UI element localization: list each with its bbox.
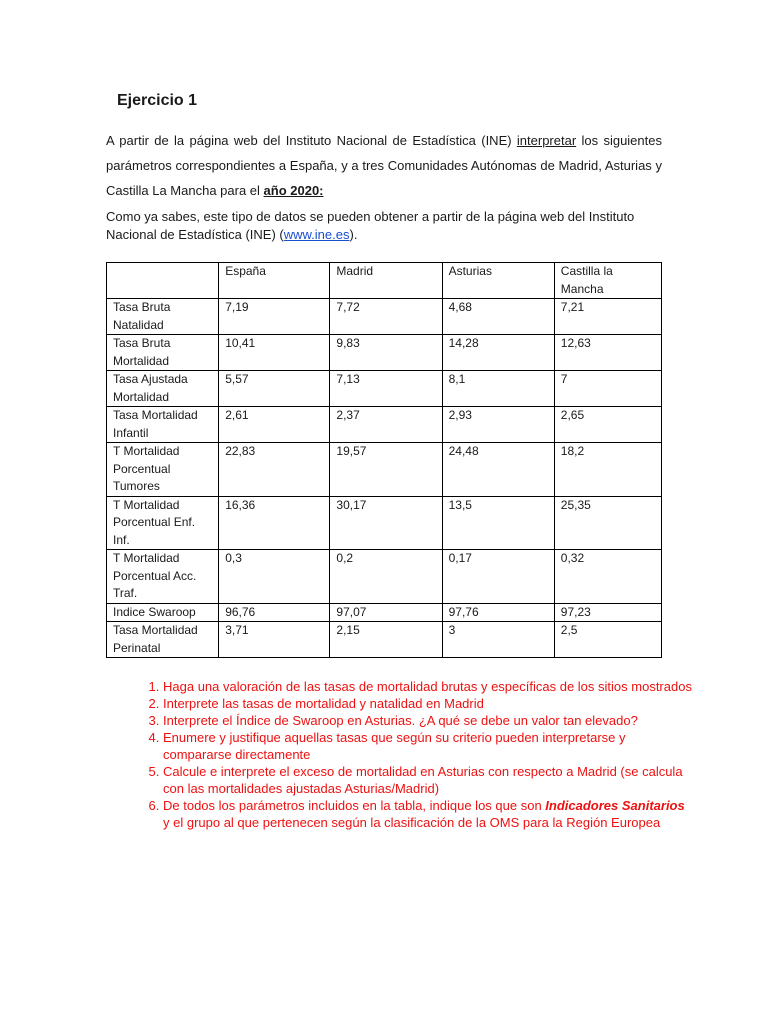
table-cell: 97,76 bbox=[442, 603, 554, 622]
table-cell: 25,35 bbox=[554, 496, 661, 550]
table-row bbox=[107, 407, 662, 443]
intro-text-2: los siguientes parámetros correspondientes a España, y a tres Comunidades Autónomas de Madrid, Asturias y Castilla La Mancha para el bbox=[106, 133, 662, 198]
table-cell: 0,32 bbox=[554, 550, 661, 604]
table-cell: 13,5 bbox=[442, 496, 554, 550]
table-row bbox=[107, 371, 662, 407]
question-item: 2. Interprete las tasas de mortalidad y natalidad en Madrid bbox=[163, 695, 693, 712]
table-cell: 2,5 bbox=[554, 622, 661, 658]
question-item bbox=[163, 797, 693, 831]
table-cell: 2,65 bbox=[554, 407, 661, 443]
table-cell: T Mortalidad Porcentual Acc. Traf. bbox=[107, 550, 219, 604]
table-cell: Tasa Bruta Mortalidad bbox=[107, 335, 219, 371]
table-row bbox=[107, 299, 662, 335]
table-cell: Tasa Bruta Natalidad bbox=[107, 299, 219, 335]
table-cell: 2,93 bbox=[442, 407, 554, 443]
table-header-cell: Castilla la Mancha bbox=[554, 263, 661, 299]
table-cell: Tasa Ajustada Mortalidad bbox=[107, 371, 219, 407]
intro-text-1: A partir de la página web del Instituto Nacional de Estadística (INE) bbox=[106, 133, 517, 148]
table-cell: 18,2 bbox=[554, 443, 661, 497]
note-text: Como ya sabes, este tipo de datos se pueden obtener a partir de la página web del Instituto Nacional de Estadística (INE) ( bbox=[106, 209, 635, 242]
table-cell: T Mortalidad Porcentual Enf. Inf. bbox=[107, 496, 219, 550]
table-header-row bbox=[107, 263, 662, 299]
table-cell: 30,17 bbox=[330, 496, 442, 550]
table-cell: 0,2 bbox=[330, 550, 442, 604]
table-cell: 10,41 bbox=[219, 335, 330, 371]
table-cell: 22,83 bbox=[219, 443, 330, 497]
table-cell: 2,37 bbox=[330, 407, 442, 443]
table-cell: 7,72 bbox=[330, 299, 442, 335]
question-item: 1. Haga una valoración de las tasas de mortalidad brutas y específicas de los sitios mostrados bbox=[163, 678, 693, 695]
table-cell: 19,57 bbox=[330, 443, 442, 497]
table-cell: 3 bbox=[442, 622, 554, 658]
table-cell: 7 bbox=[554, 371, 661, 407]
note-end: ). bbox=[349, 227, 358, 242]
table-row bbox=[107, 335, 662, 371]
table-cell: Tasa Mortalidad Infantil bbox=[107, 407, 219, 443]
intro-interpretar: interpretar bbox=[516, 133, 577, 148]
table-cell: 7,19 bbox=[219, 299, 330, 335]
table-row bbox=[107, 603, 662, 622]
table-cell: 97,07 bbox=[330, 603, 442, 622]
intro-year: año 2020: bbox=[263, 183, 324, 198]
table-header-cell: Madrid bbox=[330, 263, 442, 299]
table-cell: 4,68 bbox=[442, 299, 554, 335]
table-row bbox=[107, 496, 662, 550]
exercise-title: Ejercicio 1 bbox=[117, 92, 198, 109]
table-cell: 9,83 bbox=[330, 335, 442, 371]
table-cell: 96,76 bbox=[219, 603, 330, 622]
table-header-cell: España bbox=[219, 263, 330, 299]
table-cell: 16,36 bbox=[219, 496, 330, 550]
table-cell: 7,13 bbox=[330, 371, 442, 407]
table-cell: 14,28 bbox=[442, 335, 554, 371]
table-cell: T Mortalidad Porcentual Tumores bbox=[107, 443, 219, 497]
table-cell: 2,15 bbox=[330, 622, 442, 658]
table-header-cell: Asturias bbox=[442, 263, 554, 299]
note-paragraph bbox=[106, 208, 662, 244]
table-cell: 24,48 bbox=[442, 443, 554, 497]
question-6-text-end: y el grupo al que pertenecen según la clasificación de la OMS para la Región Europea bbox=[163, 815, 661, 830]
table-cell: 3,71 bbox=[219, 622, 330, 658]
question-item: 4. Enumere y justifique aquellas tasas que según su criterio pueden interpretarse y compararse directamente bbox=[163, 729, 693, 763]
table-cell: 7,21 bbox=[554, 299, 661, 335]
table-row bbox=[107, 443, 662, 497]
table-header-cell bbox=[107, 263, 219, 299]
questions-list bbox=[130, 678, 693, 831]
table-cell: 0,3 bbox=[219, 550, 330, 604]
table-cell: Tasa Mortalidad Perinatal bbox=[107, 622, 219, 658]
question-6-emphasis: Indicadores Sanitarios bbox=[545, 798, 685, 813]
table-cell: 5,57 bbox=[219, 371, 330, 407]
table-cell: 97,23 bbox=[554, 603, 661, 622]
table-row bbox=[107, 550, 662, 604]
question-item: 5. Calcule e interprete el exceso de mortalidad en Asturias con respecto a Madrid (se calcula con las mortalidades ajustadas Asturias/Madrid) bbox=[163, 763, 693, 797]
table-cell: 2,61 bbox=[219, 407, 330, 443]
table-cell: Indice Swaroop bbox=[107, 603, 219, 622]
table-cell: 0,17 bbox=[442, 550, 554, 604]
ine-link[interactable]: www.ine.es bbox=[283, 227, 350, 242]
intro-paragraph bbox=[106, 128, 662, 203]
question-item: 3. Interprete el Índice de Swaroop en Asturias. ¿A qué se debe un valor tan elevado? bbox=[163, 712, 693, 729]
table-cell: 12,63 bbox=[554, 335, 661, 371]
table-cell: 8,1 bbox=[442, 371, 554, 407]
question-6-text: De todos los parámetros incluidos en la tabla, indique los que son bbox=[163, 798, 546, 813]
table-row bbox=[107, 622, 662, 658]
data-table bbox=[106, 262, 662, 658]
